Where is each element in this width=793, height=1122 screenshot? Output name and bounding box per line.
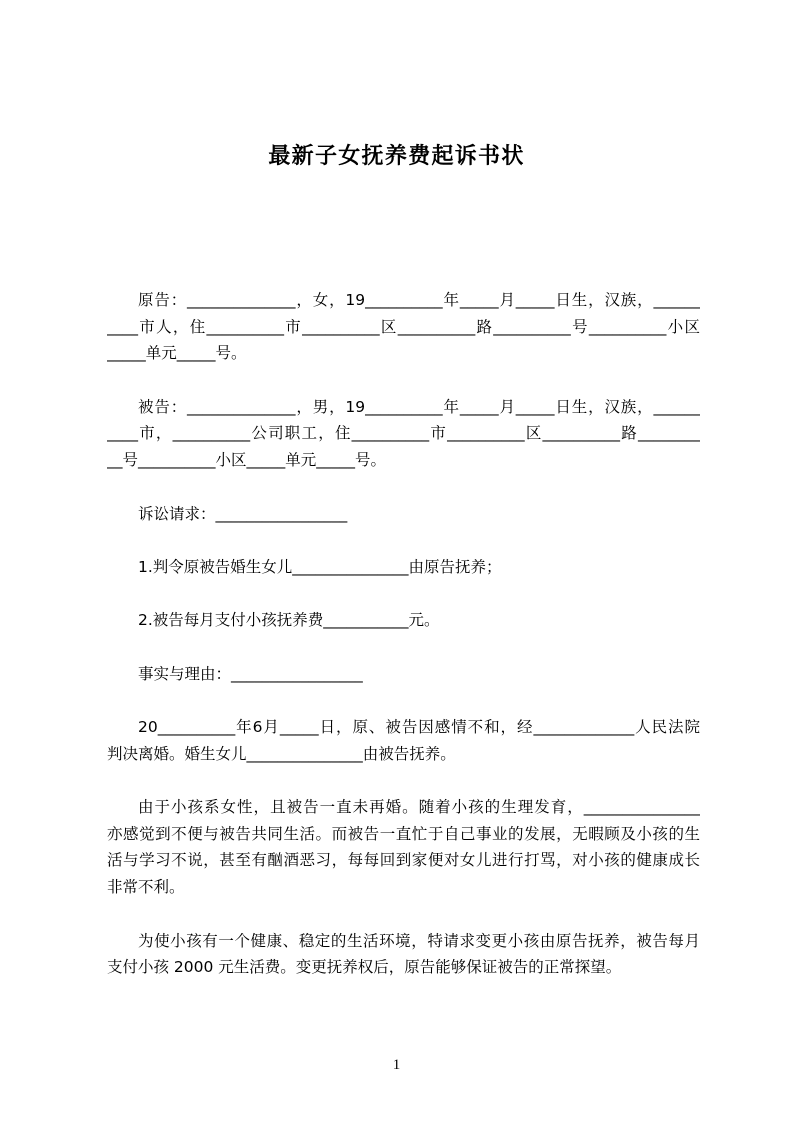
page-number: 1 (392, 1057, 401, 1073)
text-line: 1.判令原被告婚生女儿_______________由原告抚养； (138, 557, 502, 576)
text-line: 2.被告每月支付小孩抚养费___________元。 (138, 611, 440, 630)
text-line: _____单元_____号。 (107, 344, 247, 363)
document-body (107, 287, 700, 1008)
plaintiff-paragraph (107, 287, 700, 367)
text-line: 诉讼请求：_________________ (138, 504, 348, 523)
text-line: ____市人，住__________市__________区__________路__________号__________小区 (107, 317, 700, 336)
text-line: 事实与理由：_________________ (138, 664, 363, 683)
text-line: 活与学习不说，甚至有酗酒恶习，每每回到家便对女儿进行打骂，对小孩的健康成长 (107, 851, 700, 870)
text-line: 为使小孩有一个健康、稳定的生活环境，特请求变更小孩由原告抚养，被告每月 (138, 931, 700, 950)
text-line: 支付小孩 2000 元生活费。变更抚养权后，原告能够保证被告的正常探望。 (107, 958, 622, 977)
text-line: ____市，__________公司职工，住__________市__________区__________路________ (107, 424, 700, 443)
text-line: 由于小孩系女性，且被告一直未再婚。随着小孩的生理发育，_______________ (138, 798, 700, 817)
text-line: 被告：______________，男，19__________年_____月_____日生，汉族，______ (138, 397, 700, 416)
claim-item-1 (107, 554, 700, 581)
request-paragraph (107, 928, 700, 981)
defendant-paragraph (107, 394, 700, 474)
text-line: 非常不利。 (107, 878, 185, 897)
facts-paragraph-1 (107, 714, 700, 767)
text-line: 判决离婚。婚生女儿_______________由被告抚养。 (107, 744, 456, 763)
text-line: 20__________年6月_____日，原、被告因感情不和，经_____________人民法院 (138, 718, 700, 736)
text-line: 亦感觉到不便与被告共同生活。而被告一直忙于自己事业的发展，无暇顾及小孩的生 (107, 824, 700, 843)
facts-heading (107, 661, 700, 688)
claim-item-2 (107, 607, 700, 634)
facts-paragraph-2 (107, 794, 700, 901)
claims-heading (107, 501, 700, 528)
text-line: __号__________小区_____单元_____号。 (107, 451, 387, 470)
document-title: 最新子女抚养费起诉书状 (268, 144, 525, 169)
text-line: 原告：______________，女，19__________年_____月_____日生，汉族，______ (138, 291, 700, 309)
